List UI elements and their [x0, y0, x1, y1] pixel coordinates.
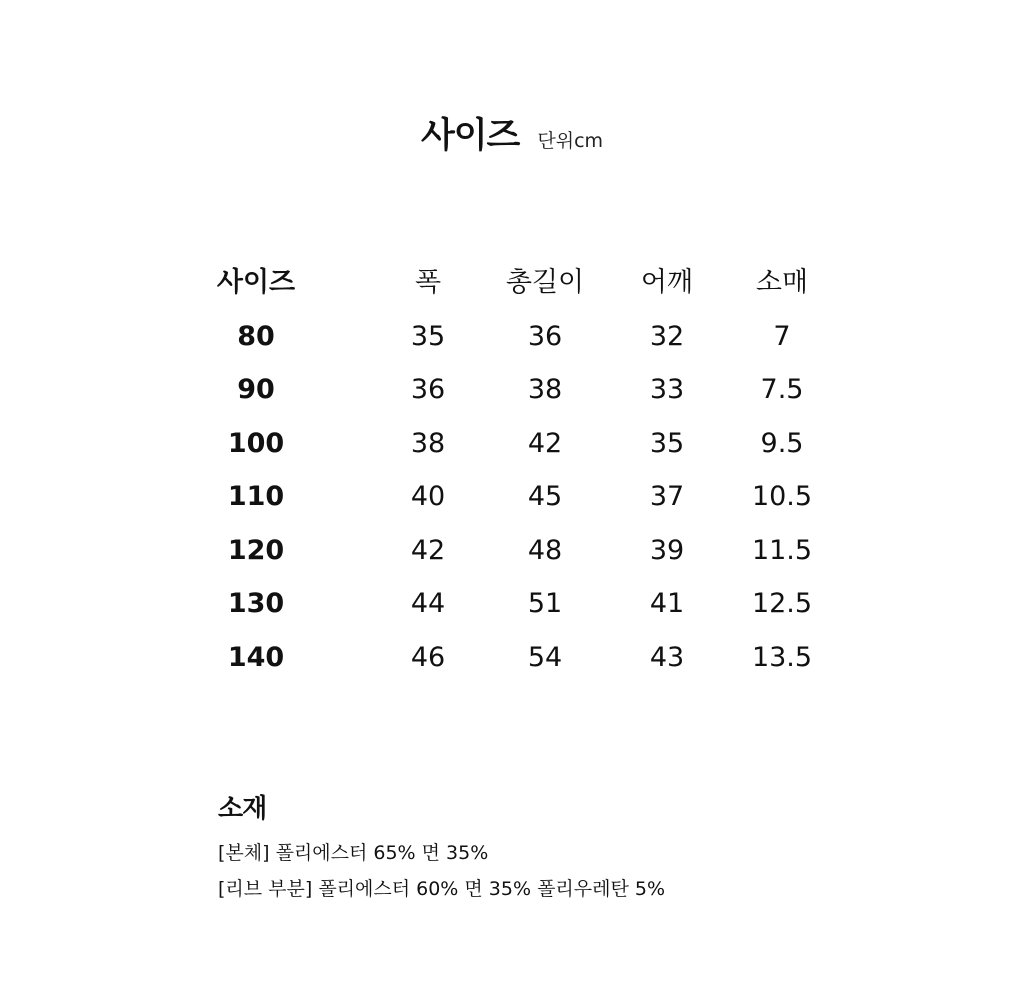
table-row: [0, 310, 1024, 364]
column-header-shoulder: 어깨: [640, 267, 694, 298]
shoulder-cell: 33: [649, 374, 685, 405]
table-row: [0, 363, 1024, 417]
total-length-cell: 45: [527, 481, 563, 512]
shoulder-cell: 37: [649, 481, 685, 512]
column-header-width: 폭: [414, 267, 442, 298]
unit-label: 단위cm: [537, 130, 604, 152]
material-line-rib: [리브 부분] 폴리에스터 60% 면 35% 폴리우레탄 5%: [218, 878, 666, 900]
size-table: [0, 256, 1024, 684]
total-length-cell: 51: [527, 588, 563, 619]
width-cell: 38: [410, 427, 446, 459]
sleeve-cell: 10.5: [751, 481, 813, 512]
width-cell: 44: [410, 588, 446, 619]
page-header: [0, 108, 1024, 158]
sleeve-cell: 7: [773, 320, 791, 352]
material-line-body: [본체] 폴리에스터 65% 면 35%: [218, 842, 489, 864]
width-cell: 35: [410, 320, 446, 352]
column-header-sleeve: 소매: [755, 267, 809, 298]
table-row: [0, 577, 1024, 631]
total-length-cell: 54: [527, 641, 563, 673]
size-cell: 120: [227, 534, 285, 566]
sleeve-cell: 13.5: [751, 641, 813, 673]
table-row: [0, 524, 1024, 578]
table-header-row: [0, 256, 1024, 310]
width-cell: 36: [410, 374, 446, 405]
total-length-cell: 36: [527, 320, 563, 352]
shoulder-cell: 39: [649, 534, 685, 566]
shoulder-cell: 41: [649, 588, 685, 619]
width-cell: 42: [410, 534, 446, 566]
shoulder-cell: 32: [649, 320, 685, 352]
table-row: [0, 417, 1024, 471]
width-cell: 40: [410, 481, 446, 512]
total-length-cell: 38: [527, 374, 563, 405]
table-row: [0, 470, 1024, 524]
column-header-size: 사이즈: [216, 267, 296, 298]
total-length-cell: 42: [527, 427, 563, 459]
column-header-total-length: 총길이: [505, 267, 585, 298]
size-cell: 110: [227, 481, 285, 512]
size-cell: 130: [227, 588, 285, 619]
material-section: [218, 788, 665, 907]
table-row: [0, 631, 1024, 685]
size-cell: 90: [237, 374, 275, 405]
sleeve-cell: 11.5: [751, 534, 813, 566]
shoulder-cell: 35: [649, 427, 685, 459]
sleeve-cell: 12.5: [751, 588, 813, 619]
size-cell: 100: [227, 427, 285, 459]
page-title: 사이즈: [420, 116, 520, 156]
size-cell: 140: [227, 641, 285, 673]
shoulder-cell: 43: [649, 641, 685, 673]
sleeve-cell: 7.5: [760, 374, 804, 405]
size-cell: 80: [237, 320, 275, 352]
sleeve-cell: 9.5: [760, 427, 804, 459]
width-cell: 46: [410, 641, 446, 673]
material-title: 소재: [218, 794, 267, 824]
total-length-cell: 48: [527, 534, 563, 566]
